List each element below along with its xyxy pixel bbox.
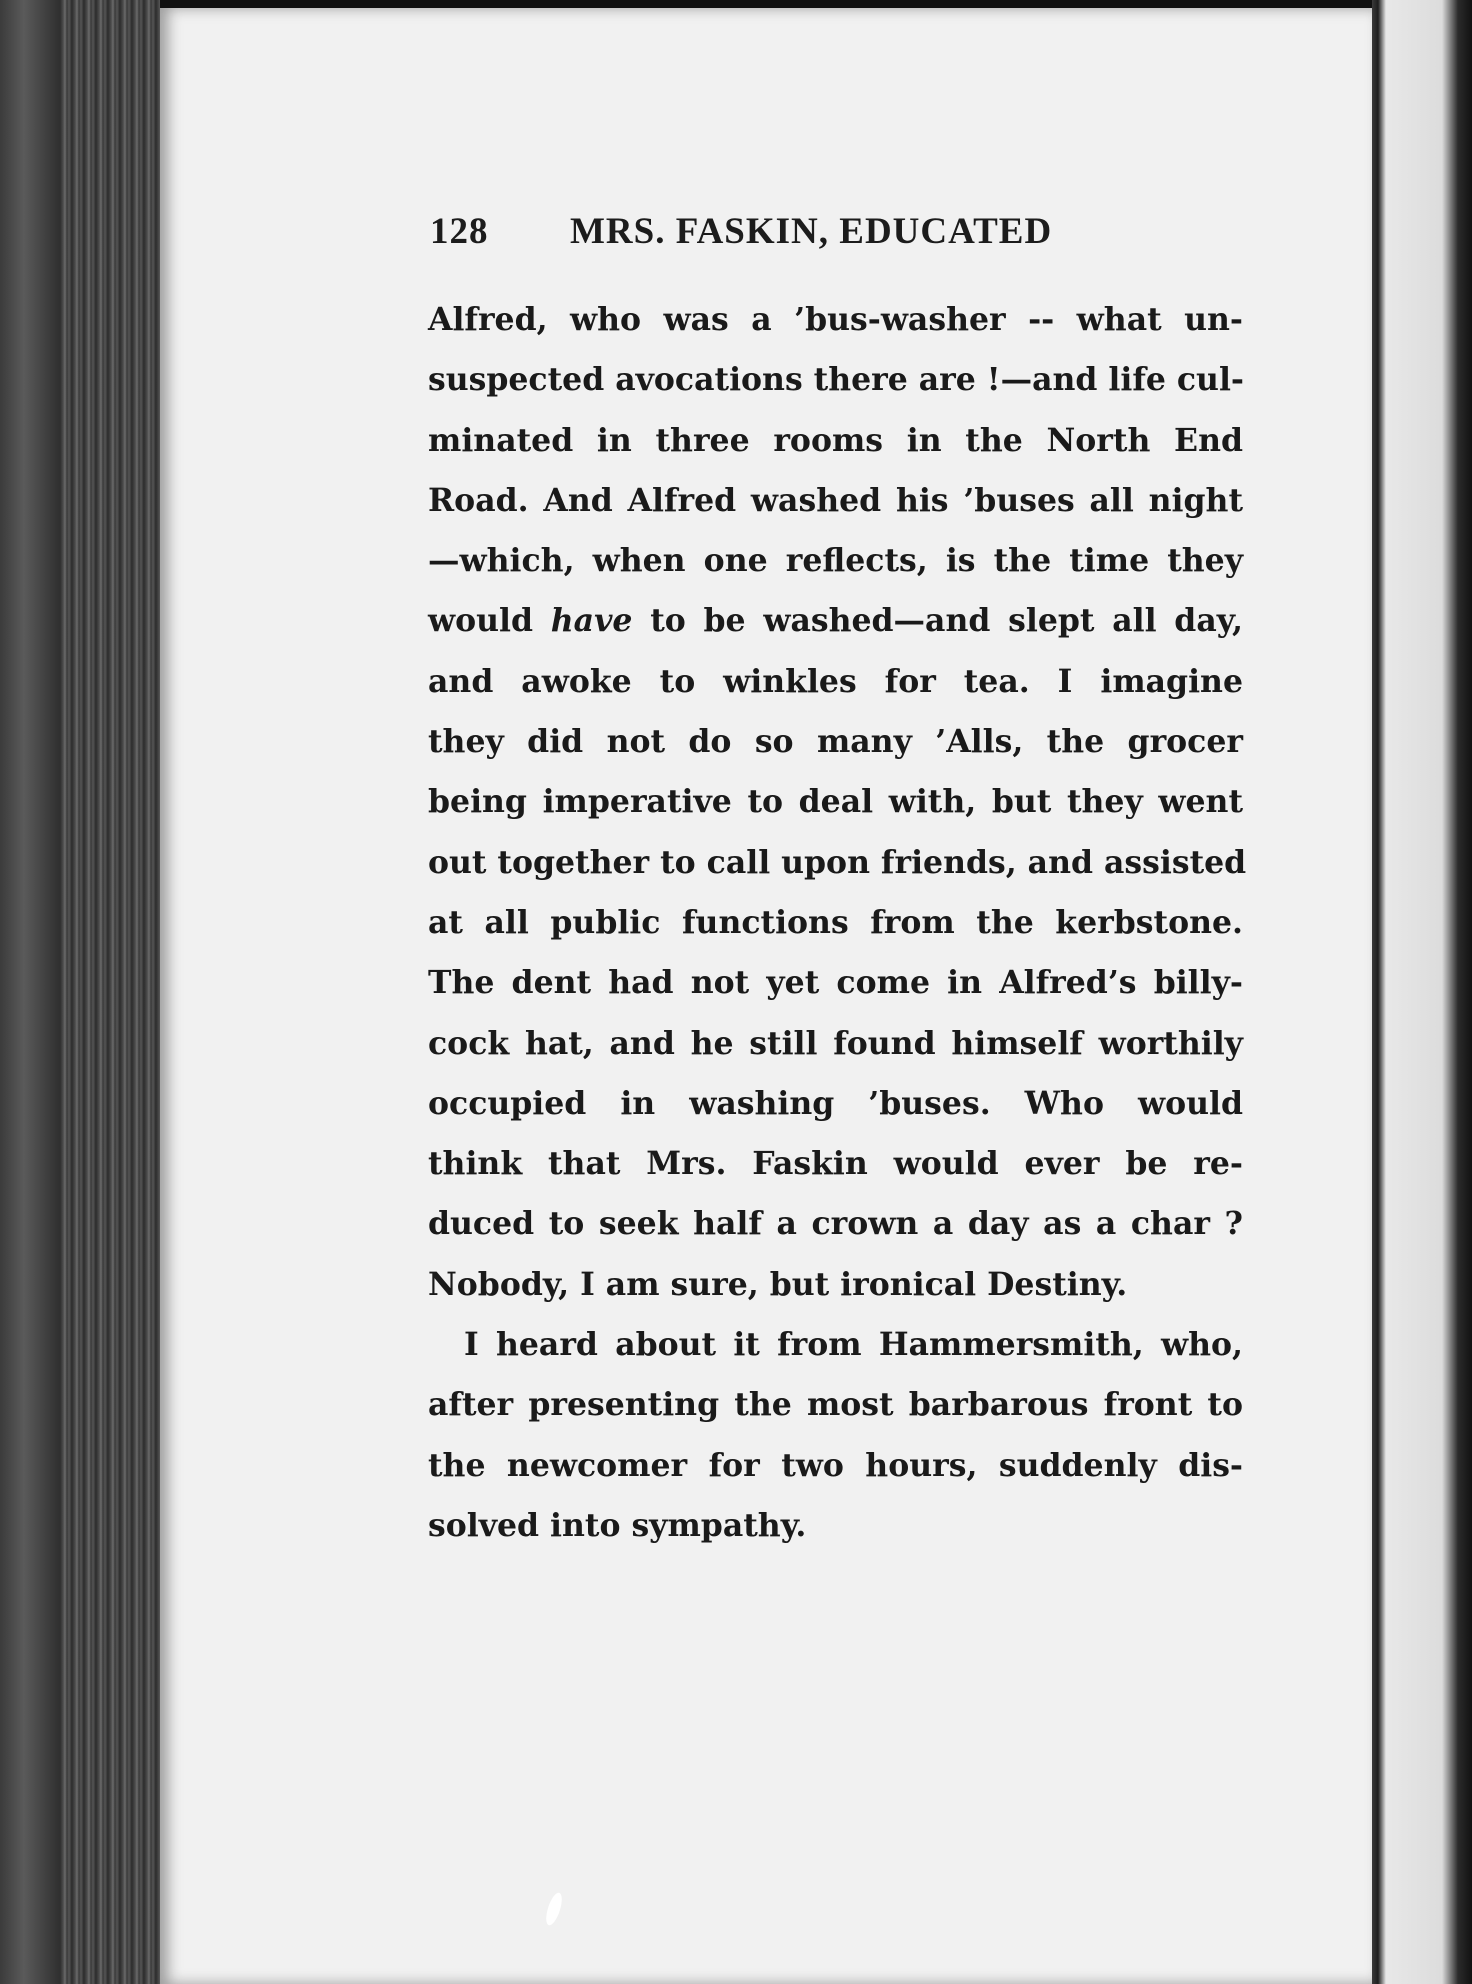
text-line: after presenting the most barbarous front to <box>428 1386 1243 1424</box>
page-number: 128 <box>430 211 489 252</box>
text-line: minated in three rooms in the North End <box>428 421 1243 459</box>
paragraph <box>428 290 1247 1315</box>
running-title: MRS. FASKIN, EDUCATED <box>570 211 1053 252</box>
paragraph <box>428 1315 1243 1556</box>
text-line: at all public functions from the kerbstone. <box>428 903 1243 941</box>
text-line: they did not do so many ’Alls, the grocer <box>428 723 1243 761</box>
text-line: I heard about it from Hammersmith, who, <box>464 1326 1243 1364</box>
text-line: occupied in washing ’buses. Who would <box>428 1084 1243 1122</box>
text-line: solved into sympathy. <box>428 1506 807 1544</box>
text-line: Road. And Alfred washed his ’buses all night <box>428 481 1243 519</box>
body-text <box>428 290 1247 1556</box>
text-line: the newcomer for two hours, suddenly dis- <box>428 1446 1243 1484</box>
italic-word: have <box>550 602 633 640</box>
text-line: being imperative to deal with, but they went <box>428 783 1243 821</box>
text-line: think that Mrs. Faskin would ever be re- <box>428 1145 1243 1183</box>
text-line: duced to seek half a crown a day as a char ? <box>428 1205 1243 1243</box>
text-line: and awoke to winkles for tea. I imagine <box>428 662 1243 700</box>
text-line: Nobody, I am sure, but ironical Destiny. <box>428 1265 1128 1303</box>
facing-page-edge <box>1372 0 1472 1984</box>
text-line: —which, when one reflects, is the time they <box>428 542 1243 580</box>
text-line-with-italic: would have to be washed—and slept all day, <box>428 602 1243 640</box>
text-line: cock hat, and he still found himself worthily <box>428 1024 1243 1062</box>
running-head <box>430 210 1110 253</box>
text-line: Alfred, who was a ’bus-washer -- what un- <box>428 301 1243 338</box>
text-line: The dent had not yet come in Alfred’s billy- <box>428 964 1243 1002</box>
text-line: out together to call upon friends, and assisted <box>428 843 1247 881</box>
book-spine-edge <box>0 0 60 1984</box>
text-line: suspected avocations there are !—and life cul- <box>428 361 1245 399</box>
